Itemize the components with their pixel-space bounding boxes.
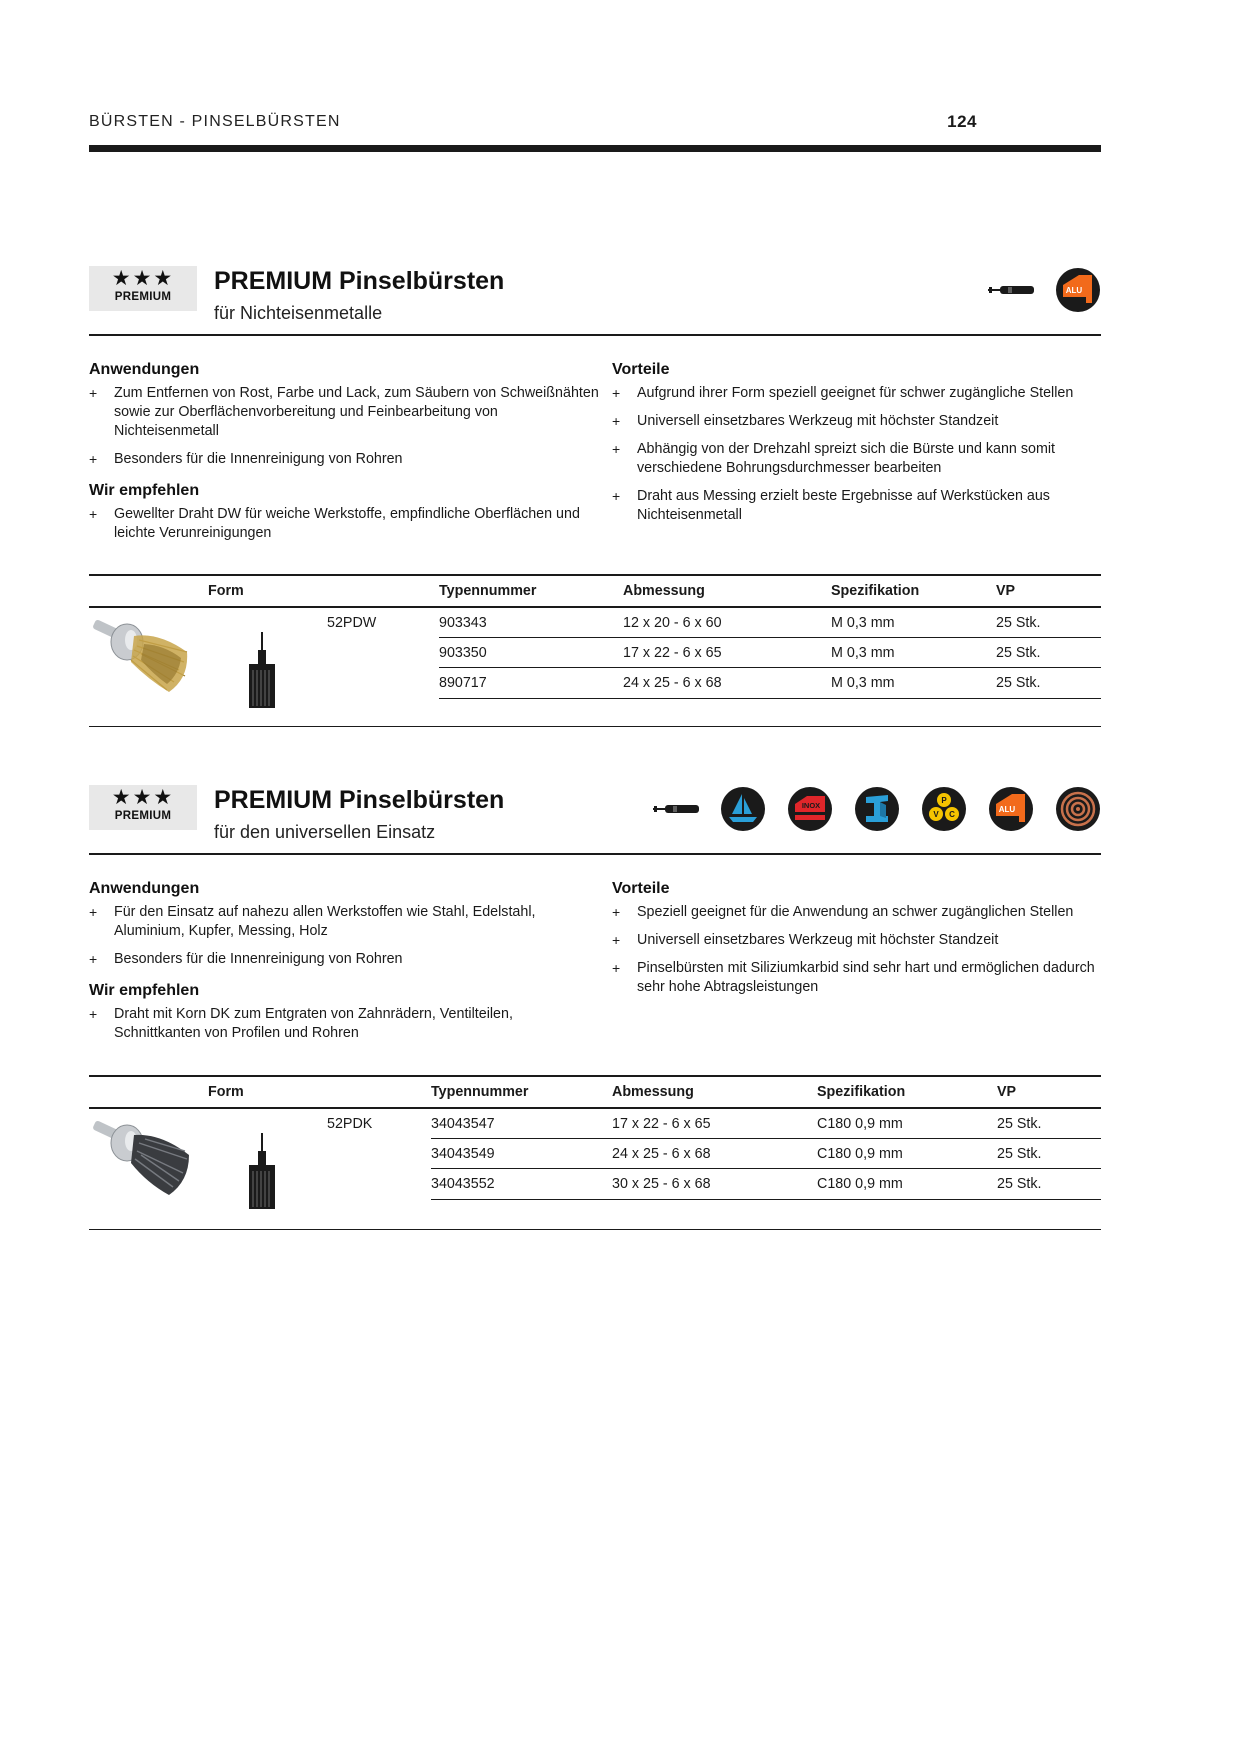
section-subtitle: für Nichteisenmetalle (214, 303, 383, 323)
section-subtitle: für den universellen Einsatz (214, 822, 436, 842)
table-bottom-rule (89, 726, 1101, 727)
plus-icon: + (89, 385, 98, 401)
cell-spezifikation: M 0,3 mm (831, 638, 996, 668)
empfehlen-heading: Wir empfehlen (89, 482, 200, 499)
svg-text:C: C (949, 810, 955, 819)
cell-typennummer: 34043552 (431, 1169, 612, 1199)
plus-icon: + (89, 904, 98, 920)
table-row (89, 1108, 1101, 1139)
plus-icon: + (612, 488, 621, 504)
cell-spezifikation: M 0,3 mm (831, 668, 996, 698)
drill-tool-icon (988, 283, 1034, 297)
list-item: + Besonders für die Innenreinigung von Rohren (89, 451, 403, 467)
cell-typennummer: 34043549 (431, 1139, 612, 1169)
cell-abmessung: 30 x 25 - 6 x 68 (612, 1169, 817, 1199)
product-image-cell (89, 607, 327, 698)
alu-material-icon (988, 786, 1034, 832)
plus-icon: + (612, 960, 621, 976)
plus-icon: + (612, 385, 621, 401)
product-section-nonferrous (89, 266, 1101, 736)
section-title: PREMIUM Pinselbürsten (214, 267, 505, 295)
cell-abmessung: 24 x 25 - 6 x 68 (612, 1139, 817, 1169)
inox-material-icon (787, 786, 833, 832)
plus-icon: + (612, 441, 621, 457)
list-item: + Besonders für die Innenreinigung von Rohren (89, 951, 403, 967)
cell-vp: 25 Stk. (996, 668, 1101, 698)
cell-abmessung: 17 x 22 - 6 x 65 (612, 1115, 711, 1132)
premium-badge (89, 266, 197, 311)
cell-abmessung: 17 x 22 - 6 x 65 (623, 638, 831, 668)
badge-label: PREMIUM (114, 810, 172, 822)
wood-material-icon (1055, 786, 1101, 832)
section-rule (89, 853, 1101, 855)
cell-vp: 25 Stk. (997, 1169, 1101, 1199)
cell-vp: 25 Stk. (996, 614, 1041, 631)
list-item: + Für den Einsatz auf nahezu allen Werkstoffen wie Stahl, Edelstahl, Aluminium, Kupfer, Messing, Holz (89, 904, 536, 939)
col-header-spezifikation: Spezifikation (831, 575, 996, 607)
col-header-spezifikation: Spezifikation (817, 1076, 997, 1108)
anwendungen-heading: Anwendungen (89, 880, 200, 897)
material-icons (653, 786, 1101, 832)
product-table (89, 574, 1101, 699)
cell-spezifikation: C180 0,9 mm (817, 1139, 997, 1169)
table-bottom-rule (89, 1229, 1101, 1230)
stars-icon: ★★★ (111, 786, 175, 809)
cell-typennummer: 903350 (439, 638, 623, 668)
table-header-row (89, 575, 1101, 607)
svg-text:INOX: INOX (801, 801, 821, 810)
list-item: + Universell einsetzbares Werkzeug mit höchster Standzeit (612, 932, 999, 948)
cell-abmessung: 24 x 25 - 6 x 68 (623, 668, 831, 698)
type-code: 52PDK (327, 1115, 373, 1132)
col-header-typennummer: Typennummer (431, 1076, 612, 1108)
product-table (89, 1075, 1101, 1200)
cell-spezifikation: M 0,3 mm (831, 614, 895, 631)
drill-tool-icon (653, 802, 699, 816)
boat-material-icon (720, 786, 766, 832)
cell-spezifikation: C180 0,9 mm (817, 1169, 997, 1199)
cell-vp: 25 Stk. (997, 1139, 1101, 1169)
list-item: + Speziell geeignet für die Anwendung an schwer zugänglichen Stellen (612, 904, 1074, 920)
col-header-form: Form (89, 575, 327, 607)
svg-text:V: V (933, 810, 939, 819)
section-title: PREMIUM Pinselbürsten (214, 786, 505, 814)
anwendungen-list (89, 384, 599, 478)
vorteile-list (612, 903, 1101, 1006)
table-row (89, 607, 1101, 638)
steel-beam-material-icon (854, 786, 900, 832)
stars-icon: ★★★ (111, 267, 175, 290)
page-number: 124 (947, 112, 977, 131)
silicon-carbide-brush-image (89, 1111, 319, 1211)
anwendungen-list (89, 903, 579, 978)
list-item: + Universell einsetzbares Werkzeug mit höchster Standzeit (612, 413, 999, 429)
col-header-abmessung: Abmessung (623, 575, 831, 607)
cell-typennummer: 903343 (439, 614, 487, 631)
badge-label: PREMIUM (114, 291, 172, 303)
cell-typennummer: 34043547 (431, 1115, 495, 1132)
empfehlen-list (89, 505, 599, 552)
material-icons (988, 267, 1101, 313)
svg-text:ALU: ALU (998, 805, 1016, 814)
vorteile-list (612, 384, 1101, 534)
cell-vp: 25 Stk. (996, 638, 1101, 668)
empfehlen-list (89, 1005, 579, 1052)
cell-spezifikation: C180 0,9 mm (817, 1115, 903, 1132)
product-section-universal (89, 785, 1101, 1235)
col-header-abmessung: Abmessung (612, 1076, 817, 1108)
product-image-cell (89, 1108, 327, 1199)
table-header-row (89, 1076, 1101, 1108)
vorteile-heading: Vorteile (612, 361, 670, 378)
cell-typennummer: 890717 (439, 668, 623, 698)
section-rule (89, 334, 1101, 336)
plus-icon: + (89, 506, 98, 522)
list-item: + Gewellter Draht DW für weiche Werkstoffe, empfindliche Oberflächen und leichte Verunreinigungen (89, 506, 580, 541)
plus-icon: + (89, 1006, 98, 1022)
col-header-vp: VP (997, 1076, 1101, 1108)
list-item: + Pinselbürsten mit Siliziumkarbid sind sehr hart und ermöglichen dadurch sehr hohe Abtragsleistungen (612, 960, 1095, 995)
plus-icon: + (89, 951, 98, 967)
type-code: 52PDW (327, 614, 377, 631)
header-rule (89, 145, 1101, 152)
svg-text:P: P (941, 796, 947, 805)
col-header-typennummer: Typennummer (439, 575, 623, 607)
cell-vp: 25 Stk. (997, 1115, 1042, 1132)
vorteile-heading: Vorteile (612, 880, 670, 897)
list-item: + Aufgrund ihrer Form speziell geeignet für schwer zugängliche Stellen (612, 385, 1074, 401)
list-item: + Draht aus Messing erzielt beste Ergebnisse auf Werkstücken aus Nichteisenmetall (612, 488, 1050, 523)
anwendungen-heading: Anwendungen (89, 361, 200, 378)
plus-icon: + (612, 932, 621, 948)
list-item: + Zum Entfernen von Rost, Farbe und Lack, zum Säubern von Schweißnähten sowie zur Oberflächenvorbereitung und Feinbearbeitung von Nichteisenmetall (89, 385, 599, 439)
cell-abmessung: 12 x 20 - 6 x 60 (623, 614, 722, 631)
empfehlen-heading: Wir empfehlen (89, 982, 200, 999)
plus-icon: + (612, 413, 621, 429)
plus-icon: + (89, 451, 98, 467)
list-item: + Abhängig von der Drehzahl spreizt sich die Bürste und kann somit verschiedene Bohrungsdurchmesser bearbeiten (612, 441, 1056, 476)
page-header-title: BÜRSTEN - PINSELBÜRSTEN (89, 113, 341, 130)
list-item: + Draht mit Korn DK zum Entgraten von Zahnrädern, Ventilteilen, Schnittkanten von Profilen und Rohren (89, 1006, 513, 1041)
col-header-form: Form (89, 1076, 327, 1108)
col-header-vp: VP (996, 575, 1101, 607)
svg-text:ALU: ALU (1065, 286, 1083, 295)
plus-icon: + (612, 904, 621, 920)
alu-material-icon (1055, 267, 1101, 313)
brass-pencil-brush-image (89, 610, 319, 710)
pvc-material-icon (921, 786, 967, 832)
premium-badge (89, 785, 197, 830)
